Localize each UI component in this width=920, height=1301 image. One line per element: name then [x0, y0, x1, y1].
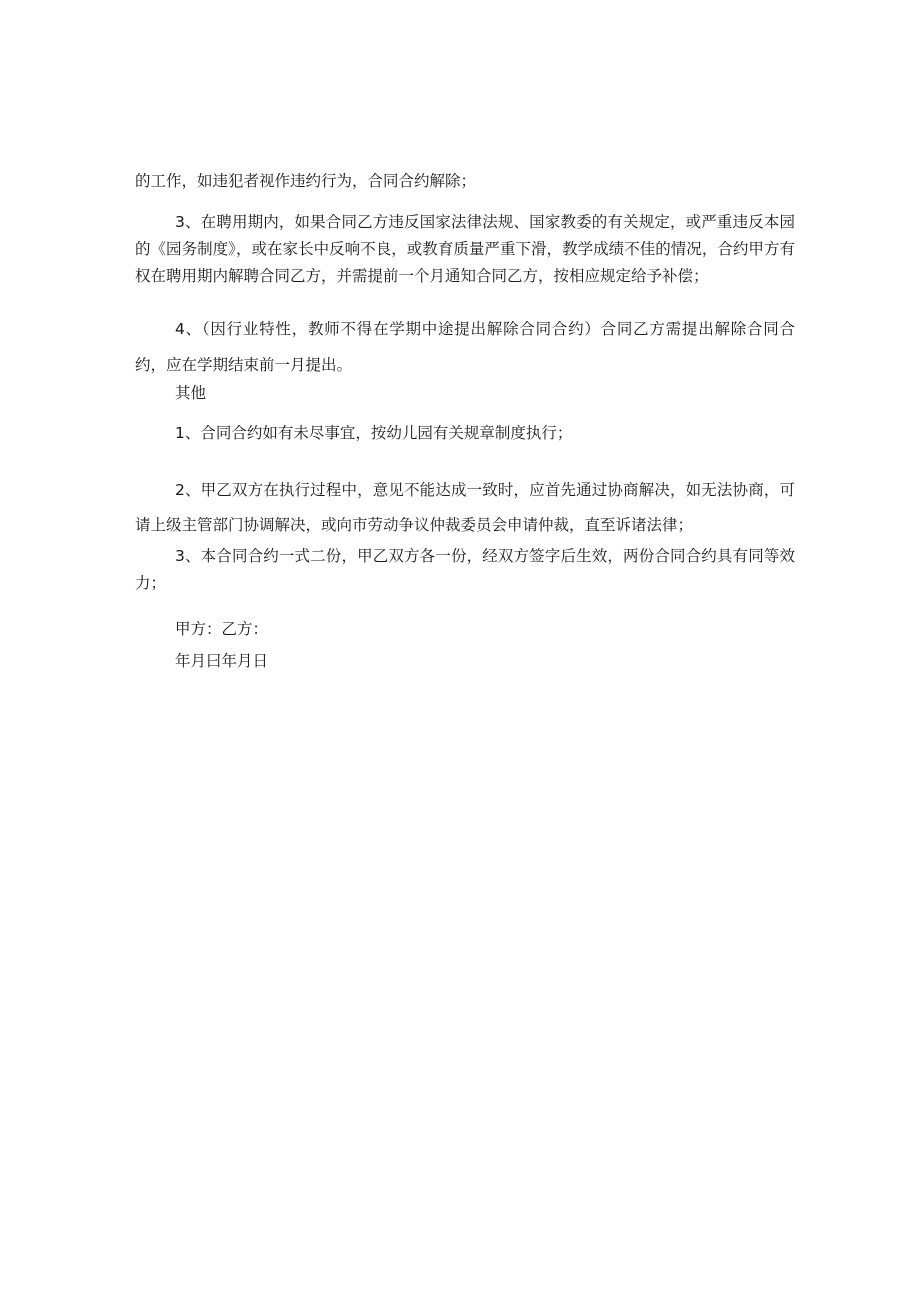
clause-continuation-text: 的工作，如违犯者视作违约行为，合同合约解除；	[135, 172, 477, 190]
clause-4-text: 4、（因行业特性，教师不得在学期中途提出解除合同合约）合同乙方需提出解除合同合约，应在学期结束前一月提出。	[135, 320, 795, 374]
other-clause-1-text: 1、合同合约如有未尽事宜，按幼儿园有关规章制度执行；	[175, 424, 573, 442]
section-heading-other: 其他	[175, 384, 207, 402]
other-clause-3-text: 3、本合同合约一式二份，甲乙双方各一份，经双方签字后生效，两份合同合约具有同等效力；	[135, 547, 795, 592]
other-clause-2-text: 2、甲乙双方在执行过程中，意见不能达成一致时，应首先通过协商解决，如无法协商，可请上级主管部门协调解决，或向市劳动争议仲裁委员会申请仲裁，直至诉诸法律；	[135, 481, 795, 534]
clause-3-text: 3、在聘用期内，如果合同乙方违反国家法律法规、国家教委的有关规定，或严重违反本园的《园务制度》，或在家长中反响不良，或教育质量严重下滑，教学成绩不佳的情况，合约甲方有权在聘用期内解聘合同乙方，并需提前一个月通知合同乙方，按相应规定给予补偿；	[135, 213, 795, 285]
signature-dates: 年月曰年月日	[175, 652, 269, 670]
signature-parties: 甲方：乙方：	[175, 620, 269, 638]
